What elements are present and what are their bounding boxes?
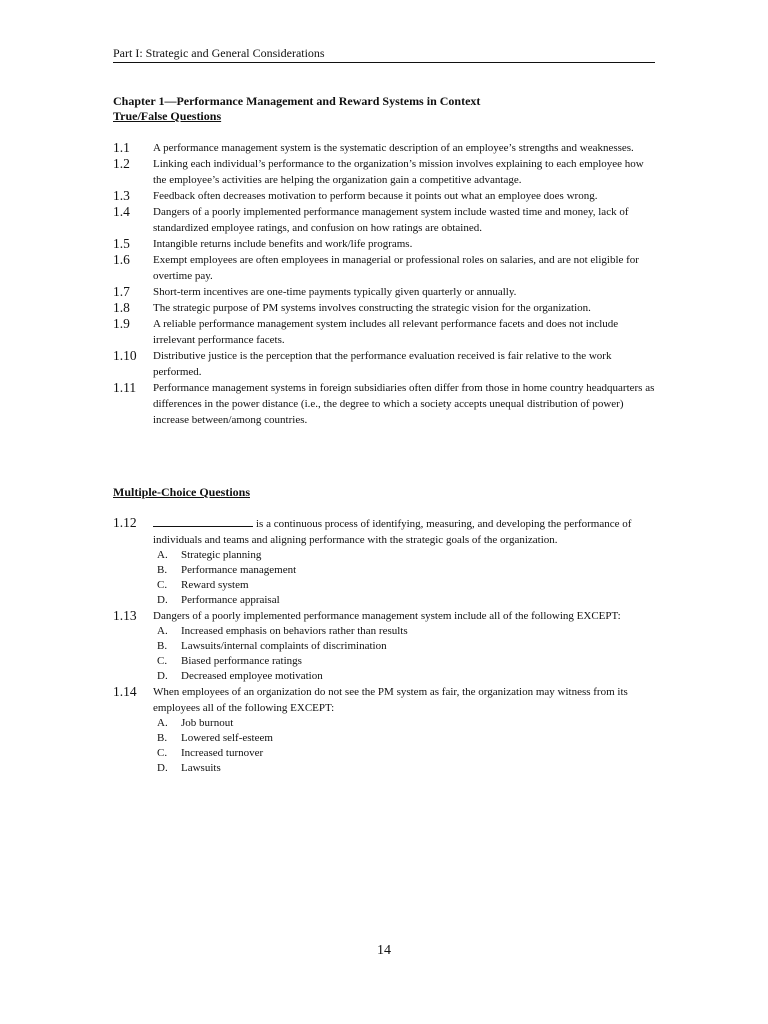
question-text: is a continuous process of identifying, measuring, and developing the performance of individuals and teams and aligning performance with the strategic goals of the organization.	[153, 518, 632, 546]
option-letter: A.	[157, 549, 168, 561]
question-number: 1.5	[113, 236, 130, 251]
tf-question-1-10	[113, 348, 658, 380]
question-stem	[153, 515, 658, 548]
question-text: Dangers of a poorly implemented performance management system include wasted time and money, lack of standardized employee ratings, and confusion on how ratings are obtained.	[153, 206, 629, 234]
question-text: Exempt employees are often employees in managerial or professional roles on salaries, and are not eligible for overtime pay.	[153, 254, 639, 282]
option-text: Increased emphasis on behaviors rather than results	[181, 625, 408, 637]
question-number: 1.4	[113, 204, 130, 219]
answer-option	[153, 578, 658, 593]
answer-options	[153, 548, 658, 608]
tf-question-1-7	[113, 284, 658, 300]
fill-in-blank-line	[153, 515, 253, 527]
option-letter: B.	[157, 564, 168, 576]
option-letter: B.	[157, 640, 168, 652]
option-text: Reward system	[181, 579, 249, 591]
answer-options	[153, 716, 658, 776]
tf-question-1-4	[113, 204, 658, 236]
answer-option	[153, 548, 658, 563]
option-letter: A.	[157, 717, 168, 729]
question-number: 1.10	[113, 348, 137, 363]
option-letter: C.	[157, 655, 168, 667]
option-letter: D.	[157, 670, 168, 682]
question-text: Feedback often decreases motivation to perform because it points out what an employee does wrong.	[153, 190, 598, 202]
option-text: Job burnout	[181, 717, 234, 729]
answer-option	[153, 593, 658, 608]
question-text: A performance management system is the systematic description of an employee’s strengths and weaknesses.	[153, 142, 634, 154]
tf-question-1-9	[113, 316, 658, 348]
option-text: Lawsuits/internal complaints of discrimination	[181, 640, 387, 652]
question-number: 1.13	[113, 608, 137, 623]
multiple-choice-heading: Multiple-Choice Questions	[113, 485, 250, 499]
question-text: When employees of an organization do not see the PM system as fair, the organization may witness from its employees all of the following EXCEPT:	[153, 686, 628, 714]
question-text: Intangible returns include benefits and work/life programs.	[153, 238, 413, 250]
mc-question-1-14	[113, 684, 658, 776]
option-text: Lowered self-esteem	[181, 732, 273, 744]
tf-question-1-11	[113, 380, 658, 428]
answer-option	[153, 654, 658, 669]
page-number: 14	[377, 943, 391, 958]
question-number: 1.8	[113, 300, 130, 315]
answer-option	[153, 761, 658, 776]
option-letter: D.	[157, 594, 168, 606]
mc-question-1-12	[113, 515, 658, 608]
option-letter: D.	[157, 762, 168, 774]
question-number: 1.1	[113, 140, 130, 155]
question-text: Performance management systems in foreign subsidiaries often differ from those in home country headquarters as differences in the power distance (i.e., the degree to which a society accepts unequal distribution of power) increase between/among countries.	[153, 382, 655, 426]
multiple-choice-question-list	[113, 515, 658, 776]
tf-question-1-3	[113, 188, 658, 204]
question-number: 1.14	[113, 684, 137, 699]
tf-question-1-8	[113, 300, 658, 316]
tf-question-1-5	[113, 236, 658, 252]
answer-option	[153, 716, 658, 731]
question-text: Linking each individual’s performance to the organization’s mission involves explaining to each employee how the employee’s activities are helping the organization gain a competitive advantage.	[153, 158, 644, 186]
tf-question-1-2	[113, 156, 658, 188]
question-number: 1.7	[113, 284, 130, 299]
question-number: 1.11	[113, 380, 137, 395]
option-text: Increased turnover	[181, 747, 264, 759]
answer-option	[153, 563, 658, 578]
question-number: 1.12	[113, 515, 137, 530]
option-letter: B.	[157, 732, 168, 744]
option-letter: A.	[157, 625, 168, 637]
running-header: Part I: Strategic and General Considerations	[113, 46, 655, 63]
option-letter: C.	[157, 579, 168, 591]
question-number: 1.6	[113, 252, 130, 267]
option-text: Strategic planning	[181, 549, 262, 561]
answer-option	[153, 624, 658, 639]
tf-question-1-6	[113, 252, 658, 284]
answer-options	[153, 624, 658, 684]
option-text: Lawsuits	[181, 762, 221, 774]
answer-option	[153, 639, 658, 654]
option-text: Decreased employee motivation	[181, 670, 323, 682]
question-number: 1.3	[113, 188, 130, 203]
option-letter: C.	[157, 747, 168, 759]
option-text: Biased performance ratings	[181, 655, 302, 667]
question-number: 1.2	[113, 156, 130, 171]
question-text: Distributive justice is the perception that the performance evaluation received is fair relative to the work performed.	[153, 350, 612, 378]
chapter-title: Chapter 1—Performance Management and Reward Systems in Context	[113, 94, 481, 108]
question-text: A reliable performance management system includes all relevant performance facets and does not include irrelevant performance facets.	[153, 318, 619, 346]
question-number: 1.9	[113, 316, 130, 331]
question-text: The strategic purpose of PM systems involves constructing the strategic vision for the organization.	[153, 302, 591, 314]
answer-option	[153, 746, 658, 761]
answer-option	[153, 669, 658, 684]
question-text: Dangers of a poorly implemented performance management system include all of the following EXCEPT:	[153, 610, 621, 622]
mc-question-1-13	[113, 608, 658, 684]
tf-question-1-1	[113, 140, 658, 156]
answer-option	[153, 731, 658, 746]
true-false-question-list	[113, 140, 658, 428]
true-false-heading: True/False Questions	[113, 109, 222, 123]
option-text: Performance management	[181, 564, 297, 576]
option-text: Performance appraisal	[181, 594, 280, 606]
question-text: Short-term incentives are one-time payments typically given quarterly or annually.	[153, 286, 517, 298]
